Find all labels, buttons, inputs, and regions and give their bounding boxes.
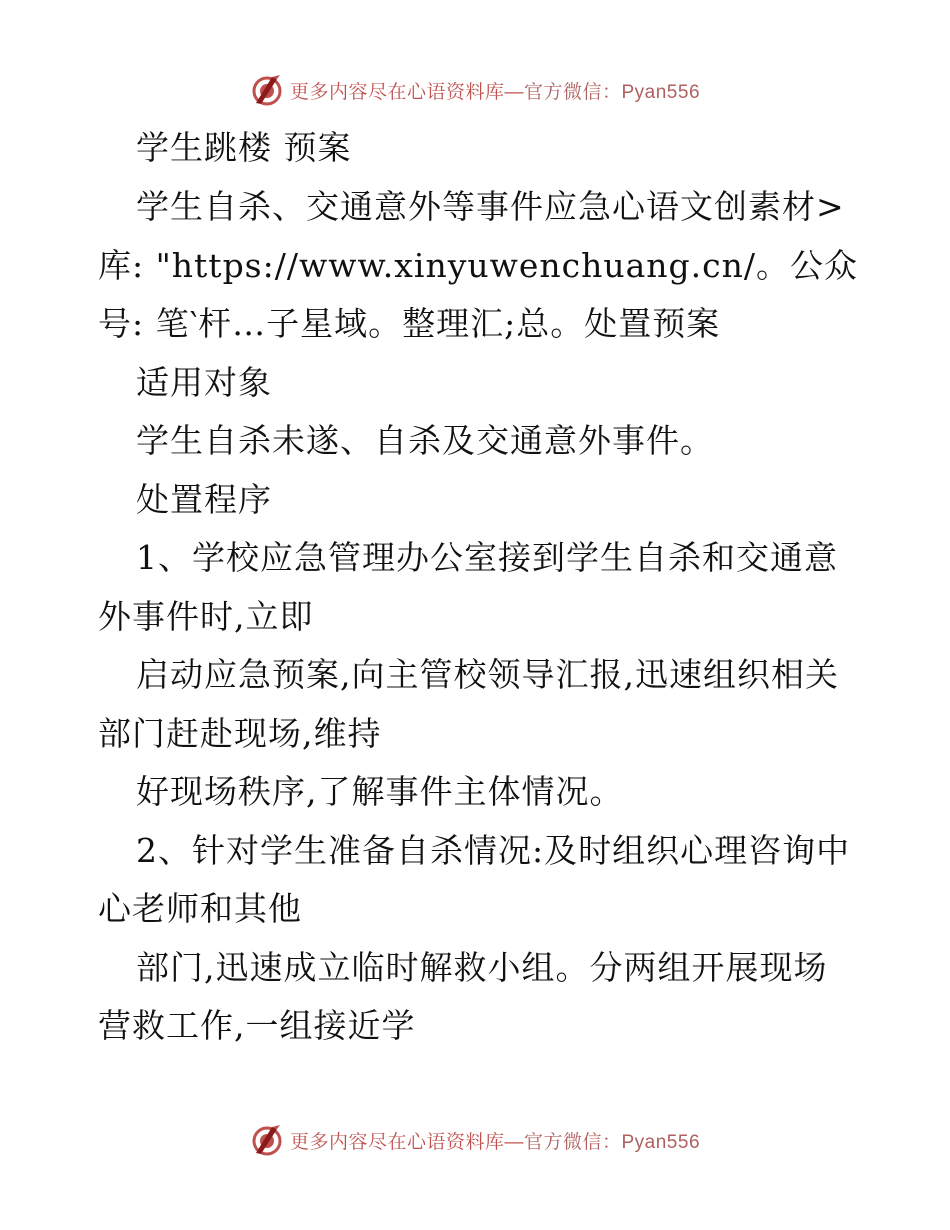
section-heading-scope: 适用对象	[136, 363, 272, 402]
document-line: 1、学校应急管理办公室接到学生自杀和交通意	[136, 538, 838, 577]
document-title: 学生跳楼 预案	[136, 128, 352, 167]
banner-separator: —	[504, 81, 524, 103]
section-heading-procedure: 处置程序	[136, 480, 272, 519]
footer-banner-content	[250, 1123, 700, 1157]
document-line: 外事件时,立即	[98, 597, 314, 636]
document-line: 心老师和其他	[98, 889, 302, 928]
document-line: 学生自杀未遂、自杀及交通意外事件。	[136, 421, 714, 460]
document-line: 好现场秩序,了解事件主体情况。	[136, 772, 624, 811]
banner-main-text: 更多内容尽在心语资料库	[289, 81, 505, 103]
header-banner	[0, 70, 950, 110]
banner-wechat-label: 官方微信：Pyan556	[524, 1131, 701, 1153]
document-line: 部门赶赴现场,维持	[98, 714, 382, 753]
document-line: 营救工作,一组接近学	[98, 1006, 416, 1045]
banner-main-text: 更多内容尽在心语资料库	[289, 1131, 505, 1153]
document-line: 2、针对学生准备自杀情况:及时组织心理咨询中	[136, 831, 851, 870]
banner-separator: —	[504, 1131, 524, 1153]
header-banner-text	[290, 77, 700, 104]
header-banner-content	[250, 73, 700, 107]
document-line: 库: "https://www.xinyuwenchuang.cn/。公众	[98, 246, 859, 285]
footer-banner	[0, 1120, 950, 1160]
quill-seal-icon	[250, 73, 284, 107]
quill-seal-icon	[250, 1123, 284, 1157]
footer-banner-text	[290, 1127, 700, 1154]
document-line: 学生自杀、交通意外等事件应急心语文创素材>	[136, 187, 845, 226]
document-line: 启动应急预案,向主管校领导汇报,迅速组织相关	[136, 655, 839, 694]
document-line: 号: 笔‵杆…子星域。整理汇;总。处置预案	[98, 304, 721, 343]
document-line: 部门,迅速成立临时解救小组。分两组开展现场	[136, 948, 828, 987]
banner-wechat-label: 官方微信：Pyan556	[524, 81, 701, 103]
